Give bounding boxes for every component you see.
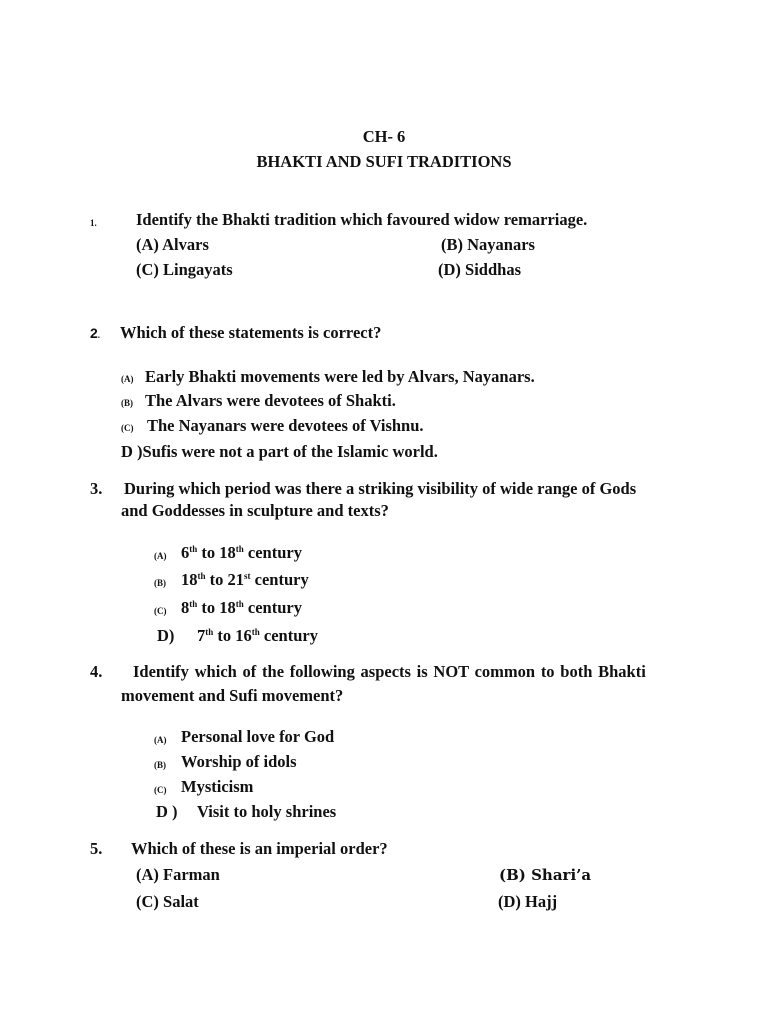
option-b: (B) Shari’a — [499, 866, 592, 884]
question-text: Identify the Bhakti tradition which favoured widow remarriage. — [136, 210, 588, 229]
option-label: D) — [157, 626, 175, 645]
option-a: (A) Farman — [136, 865, 220, 884]
option-text: 18th to 21st century — [181, 570, 309, 589]
option-text: Visit to holy shrines — [197, 802, 337, 821]
question-number: 3. — [90, 479, 103, 498]
option-d: (D) Hajj — [498, 892, 558, 911]
option-label: (B) — [154, 760, 166, 770]
option-label: (A) — [121, 374, 134, 384]
option-label: (C) — [121, 423, 134, 433]
option-text: Early Bhakti movements were led by Alvars, Nayanars. — [145, 367, 535, 386]
question-text: Which of these statements is correct? — [120, 323, 382, 342]
option-label: (A) — [154, 735, 167, 745]
question-text-line2: movement and Sufi movement? — [121, 686, 344, 705]
option-label: (C) — [154, 606, 167, 616]
question-number: 2. — [90, 325, 101, 341]
option-text: The Nayanars were devotees of Vishnu. — [147, 416, 424, 435]
question-text-line2: and Goddesses in sculpture and texts? — [121, 501, 389, 520]
question-number: 4. — [90, 662, 103, 681]
question-number: 5. — [90, 839, 103, 858]
option-text: 7th to 16th century — [197, 626, 318, 645]
option-text: D )Sufis were not a part of the Islamic world. — [121, 442, 438, 461]
option-label: (B) — [121, 398, 133, 408]
option-d: (D) Siddhas — [438, 260, 521, 279]
chapter-title: BHAKTI AND SUFI TRADITIONS — [256, 152, 512, 171]
option-c: (C) Lingayats — [136, 260, 233, 279]
question-text-line1: Identify which of the following aspects is NOT common to both Bhakti — [133, 662, 646, 681]
option-label: D ) — [156, 802, 178, 821]
option-text: 6th to 18th century — [181, 543, 302, 562]
option-text: The Alvars were devotees of Shakti. — [145, 391, 396, 410]
option-label: (B) — [154, 578, 166, 588]
option-a: (A) Alvars — [136, 235, 209, 254]
question-text-line1: During which period was there a striking visibility of wide range of Gods — [124, 479, 637, 498]
option-text: Personal love for God — [181, 727, 335, 746]
option-label: (C) — [154, 785, 167, 795]
option-label: (A) — [154, 551, 167, 561]
question-number: 1. — [90, 218, 97, 228]
option-b: (B) Nayanars — [441, 235, 535, 254]
chapter-number: CH- 6 — [362, 127, 406, 146]
option-text: 8th to 18th century — [181, 598, 302, 617]
option-text: Mysticism — [181, 777, 254, 796]
question-text: Which of these is an imperial order? — [131, 839, 388, 858]
option-text: Worship of idols — [181, 752, 297, 771]
option-c: (C) Salat — [136, 892, 199, 911]
